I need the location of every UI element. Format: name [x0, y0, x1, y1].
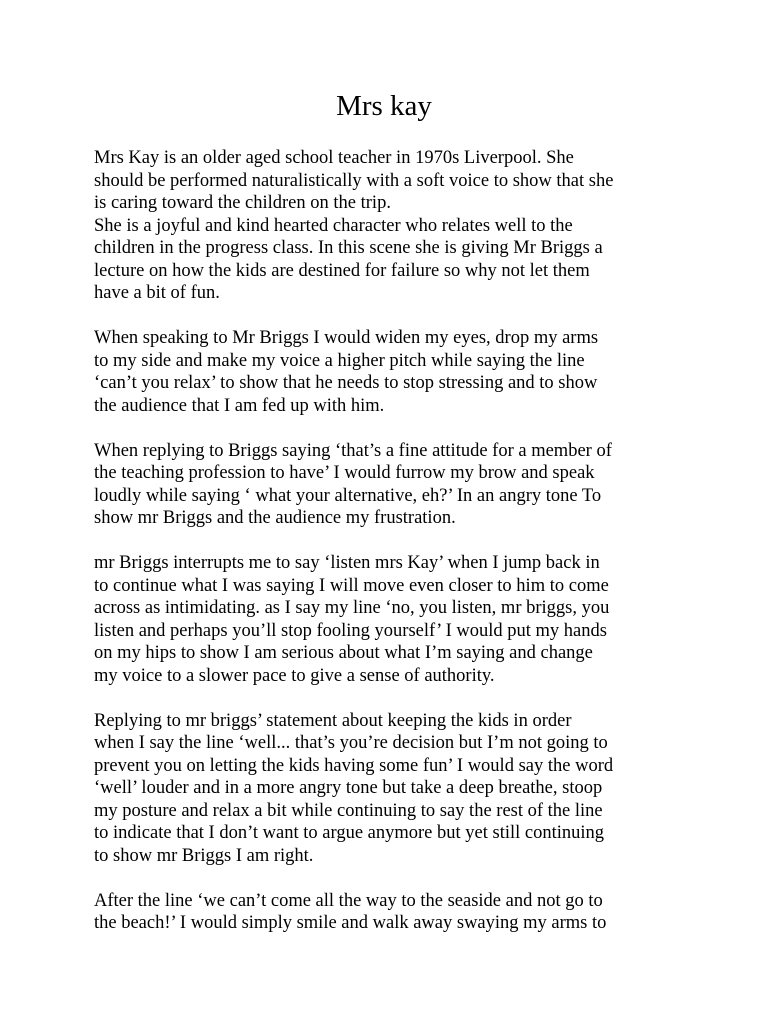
paragraph: [94, 147, 694, 305]
text-line: She is a joyful and kind hearted character who relates well to the: [94, 215, 573, 236]
text-line: on my hips to show I am serious about what I’m saying and change: [94, 643, 593, 663]
page-title: Mrs kay: [336, 90, 432, 122]
text-line: Mrs Kay is an older aged school teacher in 1970s Liverpool. She: [94, 148, 574, 168]
text-line: to indicate that I don’t want to argue anymore but yet still continuing: [94, 823, 605, 843]
paragraph: [94, 710, 694, 868]
text-line: should be performed naturalistically with a soft voice to show that she: [94, 170, 614, 191]
text-line: mr Briggs interrupts me to say ‘listen mrs Kay’ when I jump back in: [94, 553, 600, 573]
text-line: the beach!’ I would simply smile and walk away swaying my arms to: [94, 913, 607, 933]
text-line: have a bit of fun.: [94, 283, 220, 303]
text-line: to continue what I was saying I will move even closer to him to come: [94, 575, 609, 596]
text-line: lecture on how the kids are destined for failure so why not let them: [94, 260, 590, 281]
text-line: Replying to mr briggs’ statement about keeping the kids in order: [94, 710, 572, 731]
text-line: the teaching profession to have’ I would furrow my brow and speak: [94, 463, 595, 483]
text-line: loudly while saying ‘ what your alternative, eh?’ In an angry tone To: [94, 485, 602, 506]
text-line: ‘well’ louder and in a more angry tone but take a deep breathe, stoop: [94, 778, 603, 798]
text-line: to my side and make my voice a higher pitch while saying the line: [94, 350, 585, 371]
body-text: [94, 147, 694, 957]
text-line: ‘can’t you relax’ to show that he needs to stop stressing and to show: [94, 373, 598, 393]
text-line: to show mr Briggs I am right.: [94, 845, 314, 866]
text-line: when I say the line ‘well... that’s you’re decision but I’m not going to: [94, 733, 608, 753]
text-line: my posture and relax a bit while continuing to say the rest of the line: [94, 800, 603, 821]
paragraph: [94, 890, 694, 935]
text-line: After the line ‘we can’t come all the way to the seaside and not go to: [94, 890, 603, 911]
paragraph: [94, 440, 694, 530]
text-line: is caring toward the children on the trip.: [94, 193, 391, 213]
text-line: children in the progress class. In this scene she is giving Mr Briggs a: [94, 238, 603, 258]
paragraph: [94, 552, 694, 687]
text-line: my voice to a slower pace to give a sense of authority.: [94, 665, 495, 686]
text-line: show mr Briggs and the audience my frustration.: [94, 508, 456, 528]
text-line: When speaking to Mr Briggs I would widen my eyes, drop my arms: [94, 328, 599, 348]
text-line: listen and perhaps you’ll stop fooling yourself’ I would put my hands: [94, 620, 607, 641]
paragraph: [94, 327, 694, 417]
text-line: across as intimidating. as I say my line ‘no, you listen, mr briggs, you: [94, 598, 610, 618]
text-line: When replying to Briggs saying ‘that’s a fine attitude for a member of: [94, 440, 612, 461]
text-line: prevent you on letting the kids having some fun’ I would say the word: [94, 755, 614, 776]
text-line: the audience that I am fed up with him.: [94, 395, 385, 416]
